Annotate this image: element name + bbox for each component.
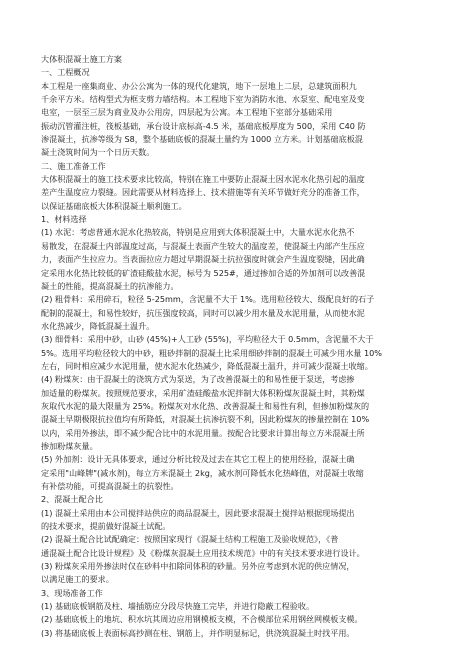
paragraph-line: (2) 粗骨料：采用碎石，粒径 5-25mm，含泥量不大于 1%。选用粒径较大、级配良好的石子 [41, 294, 375, 305]
paragraph-line: 电室，一层至三层为商业及办公用房，四层起为公寓。本工程地下室部分基础采用 [41, 107, 333, 118]
paragraph-line: 水化热减少，降低混凝土温升。 [41, 320, 155, 331]
paragraph-line: 灰取代水泥的最大限量为 25%。粉煤灰对水化热、改善混凝土和易性有利，但掺加粉煤灰的 [41, 400, 370, 411]
paragraph-line: (3) 细骨料：采用中砂，山砂 (45%)+人工砂 (55%)，平均粒径大于 0.5mm，含泥量不大于 [41, 334, 374, 345]
paragraph-line: 凝土的性能，提高混凝土的抗渗能力。 [41, 280, 179, 291]
paragraph-line: 5%。选用平均粒径较大的中砂，粗砂拌制的混凝土比采用细砂拌制的混凝土可减少用水量 10% [41, 347, 382, 358]
paragraph-line: 以满足施工的要求。 [41, 574, 114, 585]
paragraph-line: (2) 混凝土配合比试配确定：按照国家现行《混凝土结构工程施工及验收规范》，《普 [41, 534, 339, 545]
subsection-heading: 1、材料选择 [41, 214, 87, 225]
paragraph-line: 本工程是一座集商业、办公公寓为一体的现代化建筑，地下一层地上二层，总建筑面积九 [41, 80, 357, 91]
paragraph-line: (1) 混凝土采用由本公司搅拌站供应的商品混凝土，因此要求混凝土搅拌站根据现场提出 [41, 507, 355, 518]
paragraph-line: 易散发，在混凝土内部温度过高，与混凝土表面产生较大的温度差，使混凝土内部产生压应 [41, 240, 365, 251]
paragraph-line: 混凝土早期极限抗拉值均有所降低，对混凝土抗渗抗裂不利，因此粉煤灰的掺量控制在 10% [41, 414, 370, 425]
paragraph-line: 千余平方米。结构型式为框支剪力墙结构。本工程地下室为消防水池、水泵室、配电室及变 [41, 94, 365, 105]
subsection-heading: 3、现场准备工作 [41, 587, 103, 598]
paragraph-line: 加适量的粉煤灰。按照规范要求，采用矿渣硅酸盐水泥拌制大体积粉煤灰混凝土时，其粉煤 [41, 387, 365, 398]
paragraph-line: (3) 将基础底板上表面标高抄测在柱、钢筋上，并作明显标记，供浇筑混凝土时找平用。 [41, 627, 355, 638]
document-body [41, 53, 449, 640]
paragraph-line: (2) 基础底板上的地坑、积水坑其周边应用钢模板支模，不合模部位采用钢丝网模板支模。 [41, 614, 363, 625]
paragraph-line: (1) 水泥：考虑普通水泥水化热较高，特别是应用到大体积混凝土中，大量水泥水化热不 [41, 227, 355, 238]
paragraph-line: 通混凝土配合比设计规程》及《粉煤灰混凝土应用技术规范》中的有关技术要求进行设计。 [41, 547, 365, 558]
paragraph-line: (3) 粉煤灰采用外掺法时仅在砂料中扣除同体积的砂量。另外应考虑到水泥的供应情况， [41, 561, 355, 572]
paragraph-line: 渗混凝土，抗渗等级为 S8，整个基础底板的混凝土量约为 1000 立方米。计划基础底板混 [41, 134, 363, 145]
section-heading: 二、施工准备工作 [41, 160, 106, 171]
paragraph-line: 有补偿功能，可提高混凝土的抗裂性。 [41, 481, 179, 491]
paragraph-line: (1) 基础底板钢筋及柱、墙插筋应分段尽快施工完毕，并进行隐蔽工程验收。 [41, 601, 315, 612]
section-heading: 一、工程概况 [41, 67, 90, 78]
paragraph-line: 大体积混凝土的施工技术要求比较高，特别在施工中要防止混凝土因水泥水化热引起的温度 [41, 174, 365, 185]
paragraph-line: 左右，同时相应减少水泥用量，使水泥水化热减少，降低混凝土温升，并可减少混凝土收缩。 [41, 360, 373, 371]
document-title: 大体积混凝土施工方案 [41, 54, 122, 64]
paragraph-line: 配制的混凝土，和易性较好，抗压强度较高，同时可以减少用水量及水泥用量，从而使水泥 [41, 307, 365, 318]
paragraph-line: 以内，采用外掺法，即不减少配合比中的水泥用量。按配合比要求计算出每立方米混凝土所 [41, 427, 365, 438]
paragraph-line: 定采用水化热比较低的矿渣硅酸盐水泥，标号为 525#，通过掺加合适的外加剂可以改善混 [41, 267, 366, 278]
paragraph-line: 力，表面产生拉应力。当表面拉应力超过早期混凝土抗拉强度时就会产生温度裂缝，因此确 [41, 254, 365, 265]
paragraph-line: 振动沉管灌注桩，筏板基础，承台设计底标高-4.5 米，基础底板厚度为 500，采用 C40 防 [41, 120, 366, 131]
paragraph-line: 差产生温度应力裂缝。因此需要从材料选择上、技术措施等有关环节做好充分的准备工作， [41, 187, 365, 198]
subsection-heading: 2、混凝土配合比 [41, 494, 103, 505]
paragraph-line: 的技术要求，提前做好混凝土试配。 [41, 521, 171, 532]
paragraph-line: (5) 外加剂：设计无具体要求，通过分析比较及过去在其它工程上的使用经验，混凝土确 [41, 454, 355, 465]
paragraph-line: (4) 粉煤灰：由于混凝土的浇筑方式为泵送，为了改善混凝土的和易性便于泵送，考虑掺 [41, 374, 355, 385]
paragraph-line: 掺加粉煤灰量。 [41, 440, 98, 451]
paragraph-line: 定采用"山峰牌"(减水剂)，每立方米混凝土 2kg，减水剂可降低水化热峰值，对混凝土收缩 [41, 467, 364, 478]
paragraph-line: 凝土浇筑时间为一个日历天数。 [41, 147, 155, 158]
paragraph-line: 以保证基础底板大体积混凝土顺利施工。 [41, 200, 187, 211]
